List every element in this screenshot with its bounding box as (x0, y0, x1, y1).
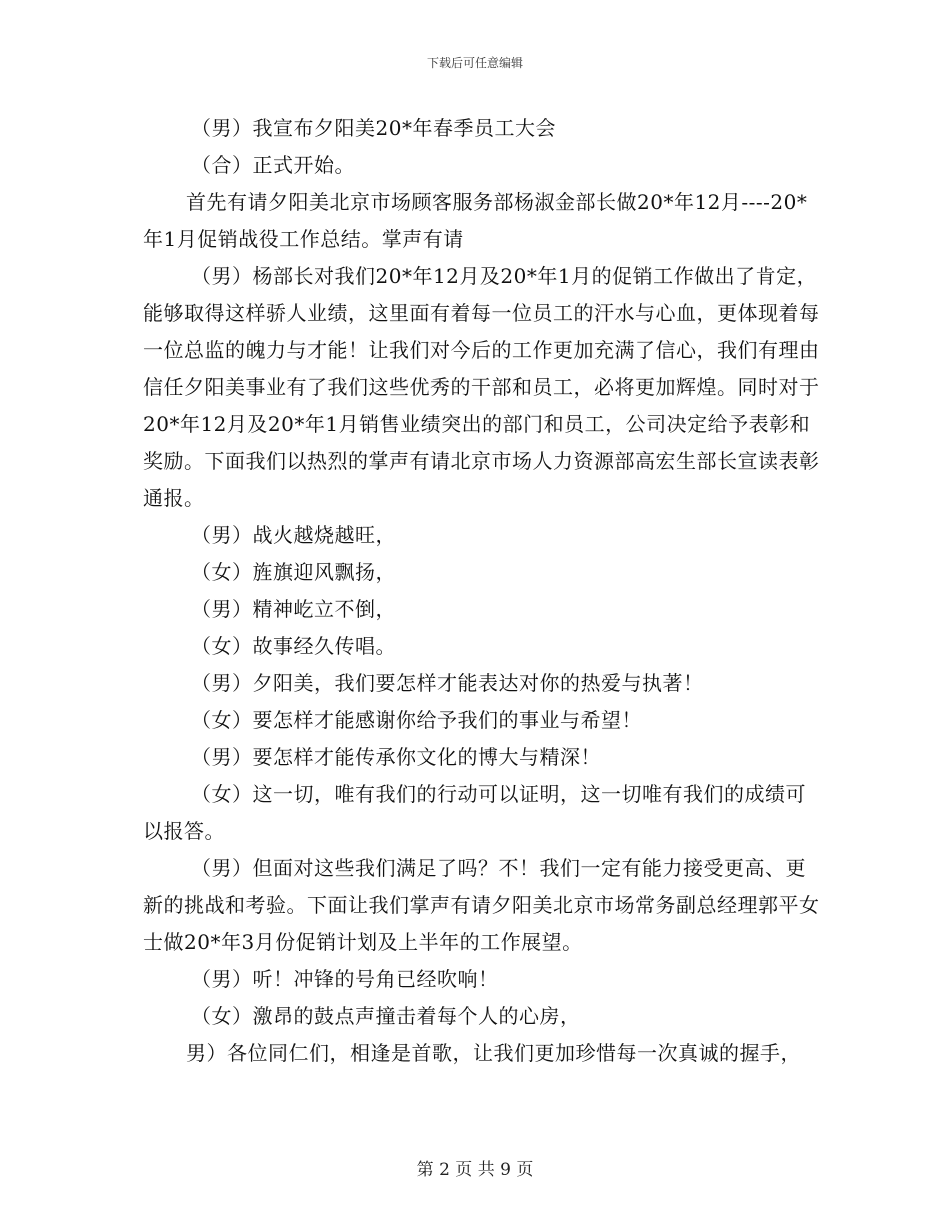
paragraph: （男）我宣布夕阳美20*年春季员工大会 (191, 116, 556, 140)
page-header: 下载后可任意编辑 (426, 56, 523, 70)
paragraph: （女）故事经久传唱。 (191, 634, 396, 658)
paragraph: （男）精神屹立不倒， (191, 597, 396, 621)
paragraph: （男）但面对这些我们满足了吗？不！我们一定有能力接受更高、更新的挑战和考验。下面让我们掌声有请夕阳美北京市场常务副总经理郭平女士做20*年3月份促销计划及上半年的工作展望。 (143, 856, 820, 954)
paragraph: （合）正式开始。 (191, 153, 355, 177)
paragraph: （男）战火越烧越旺， (191, 523, 396, 547)
document-body (143, 110, 823, 1072)
page-footer: 第 2 页 共 9 页 (416, 1160, 534, 1180)
paragraph: （女）旌旗迎风飘扬， (191, 560, 396, 584)
paragraph: （男）听！冲锋的号角已经吹响！ (191, 967, 499, 991)
paragraph: （女）这一切，唯有我们的行动可以证明，这一切唯有我们的成绩可以报答。 (143, 782, 806, 843)
paragraph: （男）夕阳美，我们要怎样才能表达对你的热爱与执著！ (191, 671, 704, 695)
paragraph: （男）要怎样才能传承你文化的博大与精深！ (191, 745, 601, 769)
paragraph: 男）各位同仁们，相逢是首歌，让我们更加珍惜每一次真诚的握手， (186, 1041, 801, 1065)
paragraph: （男）杨部长对我们20*年12月及20*年1月的促销工作做出了肯定，能够取得这样骄人业绩，这里面有着每一位员工的汗水与心血，更体现着每一位总监的魄力与才能！让我们对今后的工作更加充满了信心，我们有理由信任夕阳美事业有了我们这些优秀的干部和员工，必将更加辉煌。同时对于20*年12月及20*年1月销售业绩突出的部门和员工，公司决定给予表彰和奖励。下面我们以热烈的掌声有请北京市场人力资源部高宏生部长宣读表彰通报。 (143, 264, 820, 510)
paragraph: 首先有请夕阳美北京市场顾客服务部杨淑金部长做20*年12月----20*年1月促销战役工作总结。掌声有请 (143, 190, 808, 251)
paragraph: （女）要怎样才能感谢你给予我们的事业与希望！ (191, 708, 642, 732)
paragraph: （女）激昂的鼓点声撞击着每个人的心房， (191, 1004, 581, 1028)
